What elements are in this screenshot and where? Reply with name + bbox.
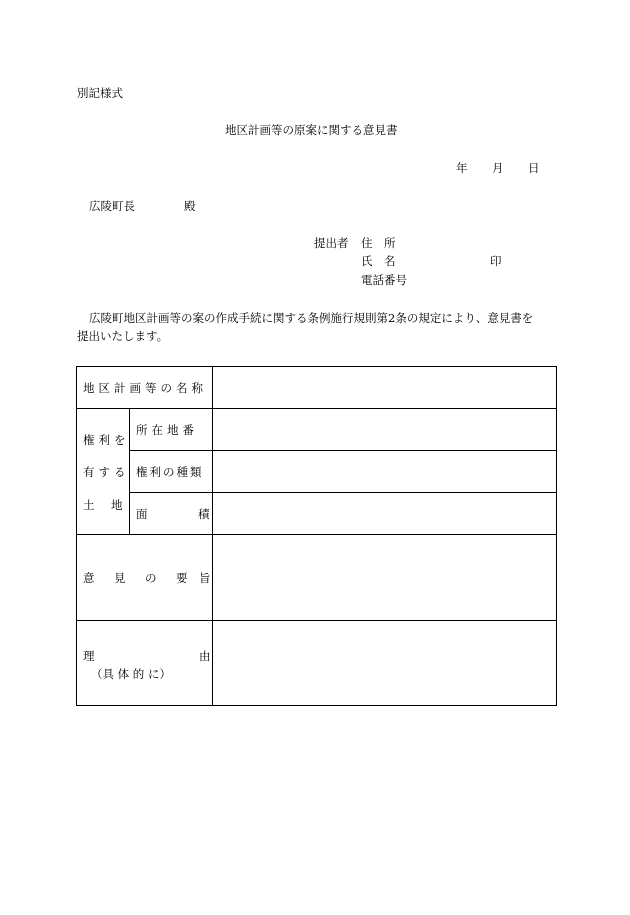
submitter-address-label: 住 所 [361, 236, 396, 250]
opinion-label-char-5: 旨 [199, 571, 211, 585]
land-group-label-cell [77, 409, 130, 535]
reason-label-a: 理 [83, 649, 95, 663]
reason-field[interactable] [213, 621, 557, 706]
land-group-label-3b: 地 [111, 498, 123, 512]
right-type-label: 権利の種類 [136, 465, 204, 479]
opinion-label-char-2: 見 [114, 571, 126, 585]
area-field[interactable] [213, 493, 557, 535]
form-number: 別記様式 [77, 86, 123, 100]
submitter-label: 提出者 [314, 236, 349, 250]
seal-mark: 印 [490, 254, 502, 268]
right-type-field[interactable] [213, 451, 557, 493]
body-text-line-1: 広陵町地区計画等の案の作成手続に関する条例施行規則第2条の規定により、意見書を [89, 311, 534, 325]
reason-label-b: 由 [199, 649, 211, 663]
land-group-label-1: 権利を [83, 433, 130, 447]
opinion-field[interactable] [213, 535, 557, 621]
area-label-a: 面 [136, 507, 148, 521]
location-field[interactable] [213, 409, 557, 451]
date-year: 年 [456, 161, 468, 175]
reason-sub-label: （具 体 的 に） [91, 667, 171, 681]
plan-name-field[interactable] [213, 367, 557, 409]
addressee: 広陵町長 [89, 199, 135, 213]
location-label: 所在地番 [136, 423, 198, 437]
right-type-label-cell [130, 451, 213, 493]
honorific: 殿 [184, 199, 196, 213]
body-text-line-2: 提出いたします。 [77, 329, 169, 343]
date-month: 月 [492, 161, 504, 175]
area-label-b: 積 [198, 507, 210, 521]
plan-name-label-cell [77, 367, 213, 409]
land-group-label-3a: 土 [83, 498, 95, 512]
area-label-cell [130, 493, 213, 535]
reason-label-cell [77, 621, 213, 706]
location-label-cell [130, 409, 213, 451]
date-day: 日 [528, 161, 540, 175]
submitter-name-label: 氏 名 [361, 254, 396, 268]
land-group-label-2: 有する [83, 465, 130, 479]
plan-name-label: 地区計画等の名称 [83, 381, 207, 395]
submitter-phone-label: 電話番号 [361, 273, 407, 287]
document-title: 地区計画等の原案に関する意見書 [225, 123, 398, 137]
opinion-label-char-1: 意 [83, 571, 95, 585]
opinion-label-char-3: の [145, 571, 157, 585]
opinion-form-table [76, 366, 557, 706]
opinion-label-cell [77, 535, 213, 621]
opinion-label-char-4: 要 [176, 571, 188, 585]
